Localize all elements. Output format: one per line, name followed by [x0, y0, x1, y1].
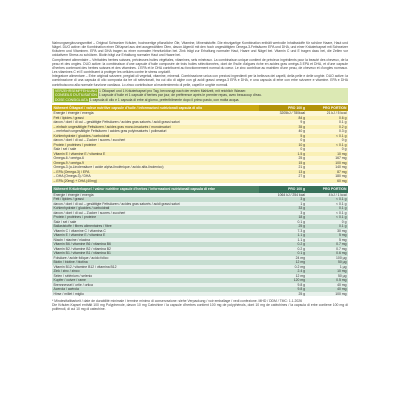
nutrient-label: – EPA (20mg) + DHA (40mg): [52, 179, 259, 184]
value-per-portion: 30 mg: [307, 229, 348, 234]
value-per-100g: 0 g: [259, 138, 306, 143]
intro-text: [52, 41, 348, 87]
nutrient-label: Kupfer / cuivre / rame: [52, 278, 259, 283]
value-per-portion: 5 mg: [307, 233, 348, 238]
nutrient-label: Omega-9 / oméga-9: [52, 161, 259, 166]
value-per-portion: 21 kJ / 5 kcal: [307, 111, 348, 116]
value-per-portion: < 0.1 g: [307, 215, 348, 220]
value-per-100g: 13 g: [259, 170, 306, 175]
value-per-portion: 10 mg: [307, 152, 348, 157]
value-per-portion: 0.1 g: [307, 206, 348, 211]
value-per-portion: 0.5 mg: [307, 278, 348, 283]
value-per-100g: 3205kJ / 780kcal: [259, 111, 306, 116]
value-per-100g: 3 g: [259, 211, 306, 216]
nutrition-table-oil-capsule: [52, 105, 348, 184]
value-per-portion: 0.6 g: [307, 116, 348, 121]
nutrient-label: – einfach ungesättigte Fettsäuren / acides gras mono-insaturés / monoinsaturi: [52, 125, 259, 130]
value-per-portion: < 0.1 g: [307, 202, 348, 207]
nutrient-label: – EPA (Omega-3) / EPA: [52, 170, 259, 175]
nutrient-label: Vitamin E / vitamine E / vitamina E: [52, 152, 259, 157]
value-per-100g: 2.4 g: [259, 269, 306, 274]
intro-paragraph-de: Nahrungsergänzungsmittel – Original Schweizer Kräuter, hochwertige pflanzliche Öle, Vitamine, Mineralstoffe. Die einzigartige Kombination enthält wertvolle Inhaltsstoffe für schöne Haare, Haut und Nägel. DUO active: die Kombination einer ÖlKapsel aus drei ausgewählten Ölen, davon Algenöl mit den hoch ungesättigten Omega-3-Fettsäuren EPA und DHA, und einer Kräuterkapsel mit Schweizer Kräutern und Vitaminen. EPA und DHA tragen zu einer normalen Herzfunktion bei. Zink trägt zur Erhaltung normaler Haut, Haare und Nägel bei. Vitamin C und E tragen dazu bei, die Zellen vor oxidativem Stress zu schützen. Biotin trägt zur Erhaltung normaler Haut und Haare bei.: [52, 41, 348, 58]
value-per-100g: 1.1 g: [259, 238, 306, 243]
value-per-100g: 84 g: [259, 116, 306, 121]
value-per-100g: 0.1 g: [259, 220, 306, 225]
value-per-100g: 7.3 g: [259, 229, 306, 234]
value-per-portion: 0.1 g: [307, 120, 348, 125]
value-per-portion: < 0.1 g: [307, 211, 348, 216]
nutrient-label: Selen / sélénium / selenio: [52, 274, 259, 279]
nutrient-label: davon / dont / di cui – Zucker / sucres / zuccheri: [52, 211, 259, 216]
value-per-portion: 40 mg: [307, 283, 348, 288]
value-per-100g: 25 g: [259, 224, 306, 229]
value-per-portion: 0.7 mg: [307, 242, 348, 247]
value-per-portion: 0.7 mg: [307, 247, 348, 252]
value-per-portion: 0.2 g: [307, 125, 348, 130]
value-per-100g: 25 g: [259, 292, 306, 297]
value-per-100g: 0.2 g: [259, 247, 306, 252]
nutrient-label: Hirse / millet / miglio: [52, 292, 259, 297]
value-per-portion: 167 mg: [307, 156, 348, 161]
nutrient-label: Brennnessel / ortie / ortica: [52, 283, 259, 288]
value-per-100g: 24 mg: [259, 256, 306, 261]
value-per-portion: 0 g: [307, 147, 348, 152]
table-header-label: Nährwert Ölkapsel / valeur nutritive capsule d'huile / informazioni nutrizionali capsula di olio: [52, 105, 259, 112]
table-body: [52, 111, 348, 183]
usage-text-de: 1 Ölkapsel und 1 Kräuterkapsel pro Tag, bevorzugt nach der ersten Mahlzeit, mit reichlich Wasser.: [99, 89, 247, 94]
nutrient-label: Protein / protéines / proteine: [52, 215, 259, 220]
nutrition-table-herb-capsule: [52, 186, 348, 296]
value-per-100g: 9.8 g: [259, 287, 306, 292]
value-per-portion: 0 g: [307, 220, 348, 225]
value-per-100g: 33 g: [259, 206, 306, 211]
value-per-100g: [259, 179, 306, 184]
table-header-per-100g: PRO 100 g: [259, 186, 306, 193]
nutrient-label: Omega-3 (α-Linolensäure / acide alpha-linolénique / acido alfa-linolenico): [52, 165, 259, 170]
intro-paragraph-fr: Complément alimentaire – Véritables herbes suisses, précieuses huiles végétales, vitamines, sels minéraux. La combinaison unique contient de précieux ingrédients pour la beauté des cheveux, de la peau et des ongles. DUO active: la combinaison d'une capsule d'huile composée de trois huiles sélectionnées, dont de l'huile d'algues riche en acides gras oméga-3 EPA et DHA, et d'une capsule d'herbes contenant des herbes suisses et des vitamines. L'EPA et le DHA contribuent au fonctionnement normal du cœur. Le zinc contribue au maintien d'une peau, de cheveux et d'ongles normaux. Les vitamines C et E contribuent à protéger les cellules contre le stress oxydatif.: [52, 57, 348, 75]
value-per-100g: 1.1 g: [259, 233, 306, 238]
value-per-portion: 180 mg: [307, 174, 348, 179]
value-per-portion: 100 mg: [307, 292, 348, 297]
usage-recommendation: [52, 88, 348, 103]
table-row: [52, 179, 348, 184]
table-body: [52, 193, 348, 297]
nutrient-label: Kohlenhydrate / glucides / carboidrati: [52, 206, 259, 211]
table-row: [52, 292, 348, 297]
nutrient-label: Salz / sel / sale: [52, 147, 259, 152]
value-per-100g: 40 g: [259, 129, 306, 134]
nutrient-label: Protein / protéines / proteine: [52, 143, 259, 148]
value-per-portion: 10 mg: [307, 269, 348, 274]
nutrient-label: Vitamin B2 / vitamine B2 / vitamina B2: [52, 247, 259, 252]
usage-line-it: [54, 98, 346, 102]
table-header-per-portion: PRO PORTION: [307, 186, 348, 193]
value-per-portion: 60 mg: [307, 179, 348, 184]
value-per-portion: < 0.1 g: [307, 197, 348, 202]
intro-paragraph-it: Integratore alimentare – Erbe originali svizzere, pregiati oli vegetali, vitamine, minerali. Combinazione unica con preziosi ingredienti per la bellezza dei capelli, della pelle e delle unghie. DUO active: la combinazione di una capsula di olio composta da tre oli selezionati, tra cui olio di alghe con gli acidi grassi omega-3 EPA e DHA, e una capsula di erbe con erbe svizzere e vitamine. EPA e DHA contribuiscono alla normale funzione cardiaca. Lo zinco contribuisce al mantenimento di pelle, capelli e unghie normali.: [52, 74, 348, 87]
value-per-portion: 0 g: [307, 138, 348, 143]
nutrient-label: Energie / énergie / energia: [52, 111, 259, 116]
value-per-100g: 10 g: [259, 143, 306, 148]
value-per-100g: 12 mg: [259, 260, 306, 265]
nutrient-label: Omega-6 / oméga-6: [52, 156, 259, 161]
nutrient-label: – mehrfach ungesättigte Fettsäuren / acides gras polyinsaturés / polinsaturi: [52, 129, 259, 134]
nutrient-label: Niacin / niacine / niacina: [52, 238, 259, 243]
value-per-100g: 0.1 g: [259, 251, 306, 256]
value-per-100g: 18 g: [259, 215, 306, 220]
usage-tag-de: VERZEHRSEMPFEHLUNG: [55, 89, 98, 94]
nutrient-label: Vitamin B12 / vitamine B12 / vitamina B12: [52, 265, 259, 270]
nutrient-label: Vitamin C / vitamine C / vitamina C: [52, 229, 259, 234]
nutrient-label: Ballaststoffe / fibres alimentaires / fibre: [52, 224, 259, 229]
value-per-100g: 0.2 g: [259, 242, 306, 247]
value-per-portion: 87 mg: [307, 170, 348, 175]
table-header-per-portion: PRO PORTION: [307, 105, 348, 112]
value-per-portion: 40 mg: [307, 287, 348, 292]
nutrient-label: Energie / énergie / energia: [52, 193, 259, 198]
footnote: [52, 299, 348, 311]
value-per-100g: 0.2 mg: [259, 265, 306, 270]
usage-tag-fr: CONSEILS D'UTILISATION: [55, 93, 97, 98]
value-per-portion: 50 µg: [307, 260, 348, 265]
nutrient-label: – DHA (Omega-3) / DHA: [52, 174, 259, 179]
value-per-100g: 5 g: [259, 134, 306, 139]
value-per-100g: 120 mg: [259, 278, 306, 283]
usage-tag-it: DOSE CONSIGLIATA: [55, 97, 88, 102]
value-per-portion: 100 µg: [307, 256, 348, 261]
value-per-100g: 27 g: [259, 174, 306, 179]
value-per-portion: 4 kJ / 1 kcal: [307, 193, 348, 198]
nutrient-label: davon / dont / di cui – gesättigte Fettsäuren / acides gras saturés / acidi grassi saturi: [52, 202, 259, 207]
nutrient-label: Salz / sel / sale: [52, 220, 259, 225]
nutrient-label: Vitamin E / vitamine E / vitamina E: [52, 233, 259, 238]
value-per-100g: 35 g: [259, 125, 306, 130]
nutrient-label: Zink / zinc / zinco: [52, 269, 259, 274]
nutrient-label: Kohlenhydrate / glucides / carboidrati: [52, 134, 259, 139]
nutrient-label: davon / dont / di cui – gesättigte Fettsäuren / acides gras saturés / acidi grassi saturi: [52, 120, 259, 125]
usage-text-fr: 1 capsule d'huile et 1 capsule d'herbes par jour, de préférence après le premier repas, avec beaucoup d'eau.: [98, 93, 262, 98]
nutrient-label: Acerola / acérola: [52, 287, 259, 292]
nutrient-label: davon / dont / di cui – Zucker / sucres / zuccheri: [52, 138, 259, 143]
value-per-portion: 0.1 g: [307, 224, 348, 229]
value-per-portion: < 0.1 g: [307, 143, 348, 148]
value-per-100g: 12 mg: [259, 274, 306, 279]
value-per-100g: 15 g: [259, 161, 306, 166]
value-per-100g: 25 g: [259, 156, 306, 161]
value-per-100g: 3 g: [259, 197, 306, 202]
value-per-100g: 1.5 g: [259, 152, 306, 157]
footnote-polyphenols: Die Kräuter-Kapsel enthält 100 mg Polyphenole, davon 10 mg Catechine / la capsule d'herbes contient 100 mg de polyphénols, dont 10 mg de catéchines / la capsula di erbe contiene 100 mg di polifenoli, di cui 10 mg di catechine.: [52, 302, 348, 312]
footnote-best-before: * Mindestfaltbarkeit / date de durabilité minimale / termine minimo di conservazione: siehe Verpackung / voir emballage / vedi confezione. MHD / DDM / TMC: 1.1.2026: [52, 298, 303, 303]
label-sheet: [52, 41, 348, 311]
nutrient-label: Fett / lipides / grassi: [52, 197, 259, 202]
value-per-100g: 9 g: [259, 120, 306, 125]
value-per-portion: 100 mg: [307, 161, 348, 166]
nutrient-label: Biotin / biotine / biotina: [52, 260, 259, 265]
value-per-portion: 50 µg: [307, 274, 348, 279]
nutrient-label: Vitamin B6 / vitamine B6 / vitamina B6: [52, 242, 259, 247]
value-per-100g: 1 g: [259, 202, 306, 207]
value-per-portion: 0.3 g: [307, 129, 348, 134]
value-per-100g: 1064 kJ / 254 kcal: [259, 193, 306, 198]
value-per-portion: 5 mg: [307, 238, 348, 243]
nutrient-label: Vitamin B1 / vitamine B1 / vitamina B1: [52, 251, 259, 256]
value-per-portion: 140 mg: [307, 165, 348, 170]
nutrient-label: Folsäure / acide folique / acido folico: [52, 256, 259, 261]
table-header-label: Nährwert Kräuterkapsel / valeur nutritive capsule d'herbes / informazioni nutrizionali capsula di erbe: [52, 186, 259, 193]
usage-text-it: 1 capsula di olio e 1 capsula di erbe al giorno, preferibilmente dopo il primo pasto, con molta acqua.: [89, 97, 240, 102]
value-per-portion: 0.6 mg: [307, 251, 348, 256]
value-per-portion: 1 µg: [307, 265, 348, 270]
value-per-100g: 21 g: [259, 165, 306, 170]
value-per-100g: 9.8 g: [259, 283, 306, 288]
nutrient-label: Fett / lipides / grassi: [52, 116, 259, 121]
value-per-100g: 0 g: [259, 147, 306, 152]
table-header-per-100g: PRO 100 g: [259, 105, 306, 112]
value-per-portion: < 0.1 g: [307, 134, 348, 139]
